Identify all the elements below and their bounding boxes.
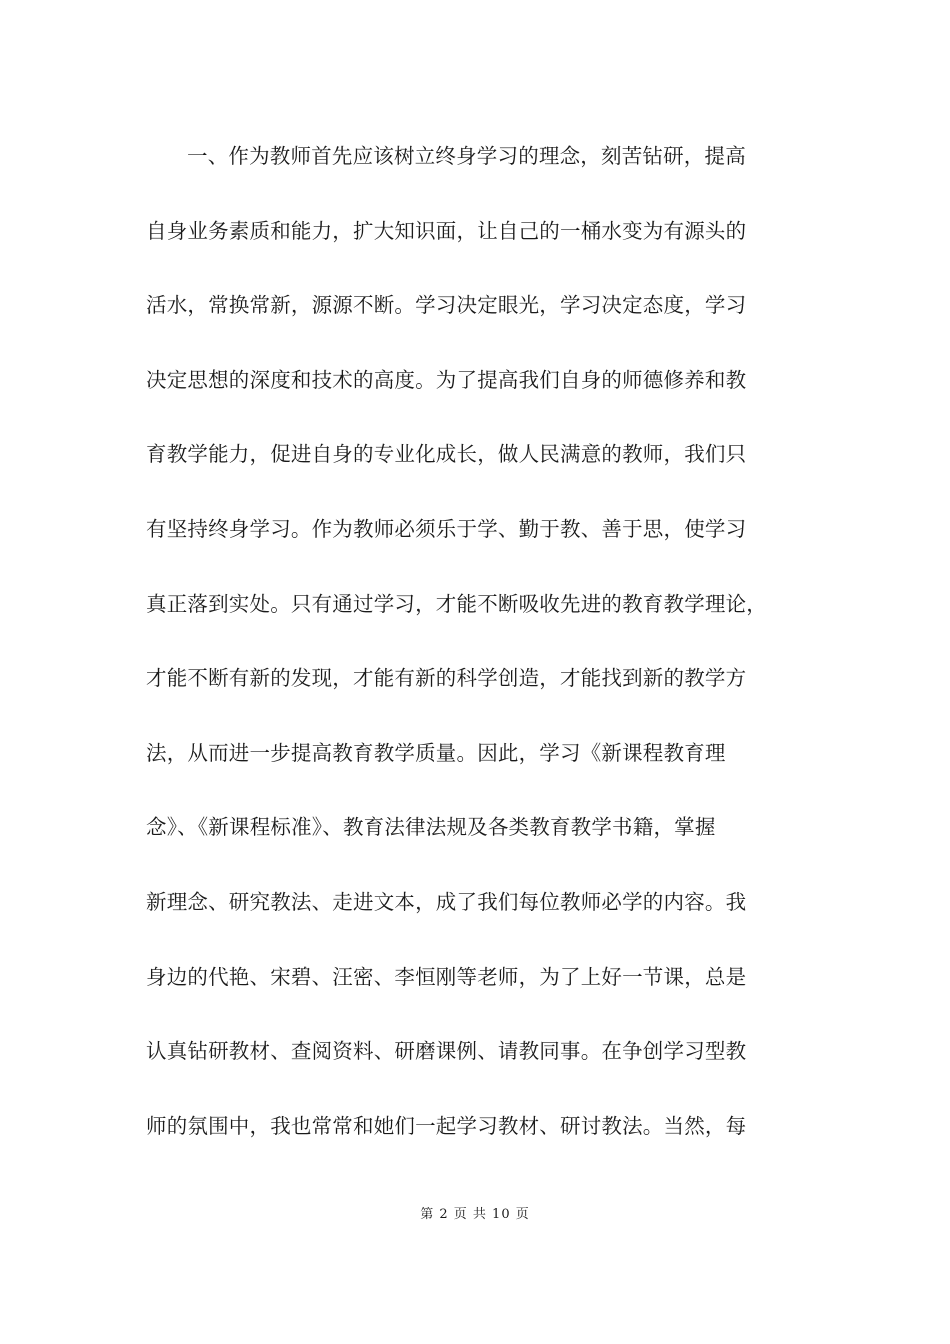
paragraph-line: 活水，常换常新，源源不断。学习决定眼光，学习决定态度，学习	[146, 293, 747, 318]
paragraph-line: 新理念、研究教法、走进文本，成了我们每位教师必学的内容。我	[146, 889, 747, 914]
page-number-label: 第 2 页 共 10 页	[420, 1207, 530, 1222]
paragraph-line: 念》、《新课程标准》、教育法律法规及各类教育教学书籍，掌握	[146, 815, 716, 840]
paragraph-line: 身边的代艳、宋碧、汪密、李恒刚等老师，为了上好一节课，总是	[146, 964, 747, 989]
paragraph-line: 一、作为教师首先应该树立终身学习的理念，刻苦钻研，提高	[187, 144, 746, 168]
paragraph-line: 真正落到实处。只有通过学习，才能不断吸收先进的教育教学理论，	[146, 591, 767, 616]
paragraph-line: 才能不断有新的发现，才能有新的科学创造，才能找到新的教学方	[146, 666, 747, 691]
paragraph-line: 育教学能力，促进自身的专业化成长，做人民满意的教师，我们只	[146, 442, 747, 467]
page-footer	[0, 1205, 950, 1225]
paragraph-line: 认真钻研教材、查阅资料、研磨课例、请教同事。在争创学习型教	[146, 1039, 747, 1064]
paragraph-line: 自身业务素质和能力，扩大知识面，让自己的一桶水变为有源头的	[146, 218, 747, 243]
paragraph-line: 师的氛围中，我也常常和她们一起学习教材、研讨教法。当然，每	[146, 1113, 747, 1138]
paragraph-line: 有坚持终身学习。作为教师必须乐于学、勤于教、善于思，使学习	[146, 516, 747, 541]
body-paragraph	[146, 136, 826, 1180]
paragraph-line: 法，从而进一步提高教育教学质量。因此，学习《新课程教育理	[146, 740, 726, 765]
paragraph-line: 决定思想的深度和技术的高度。为了提高我们自身的师德修养和教	[146, 367, 747, 392]
